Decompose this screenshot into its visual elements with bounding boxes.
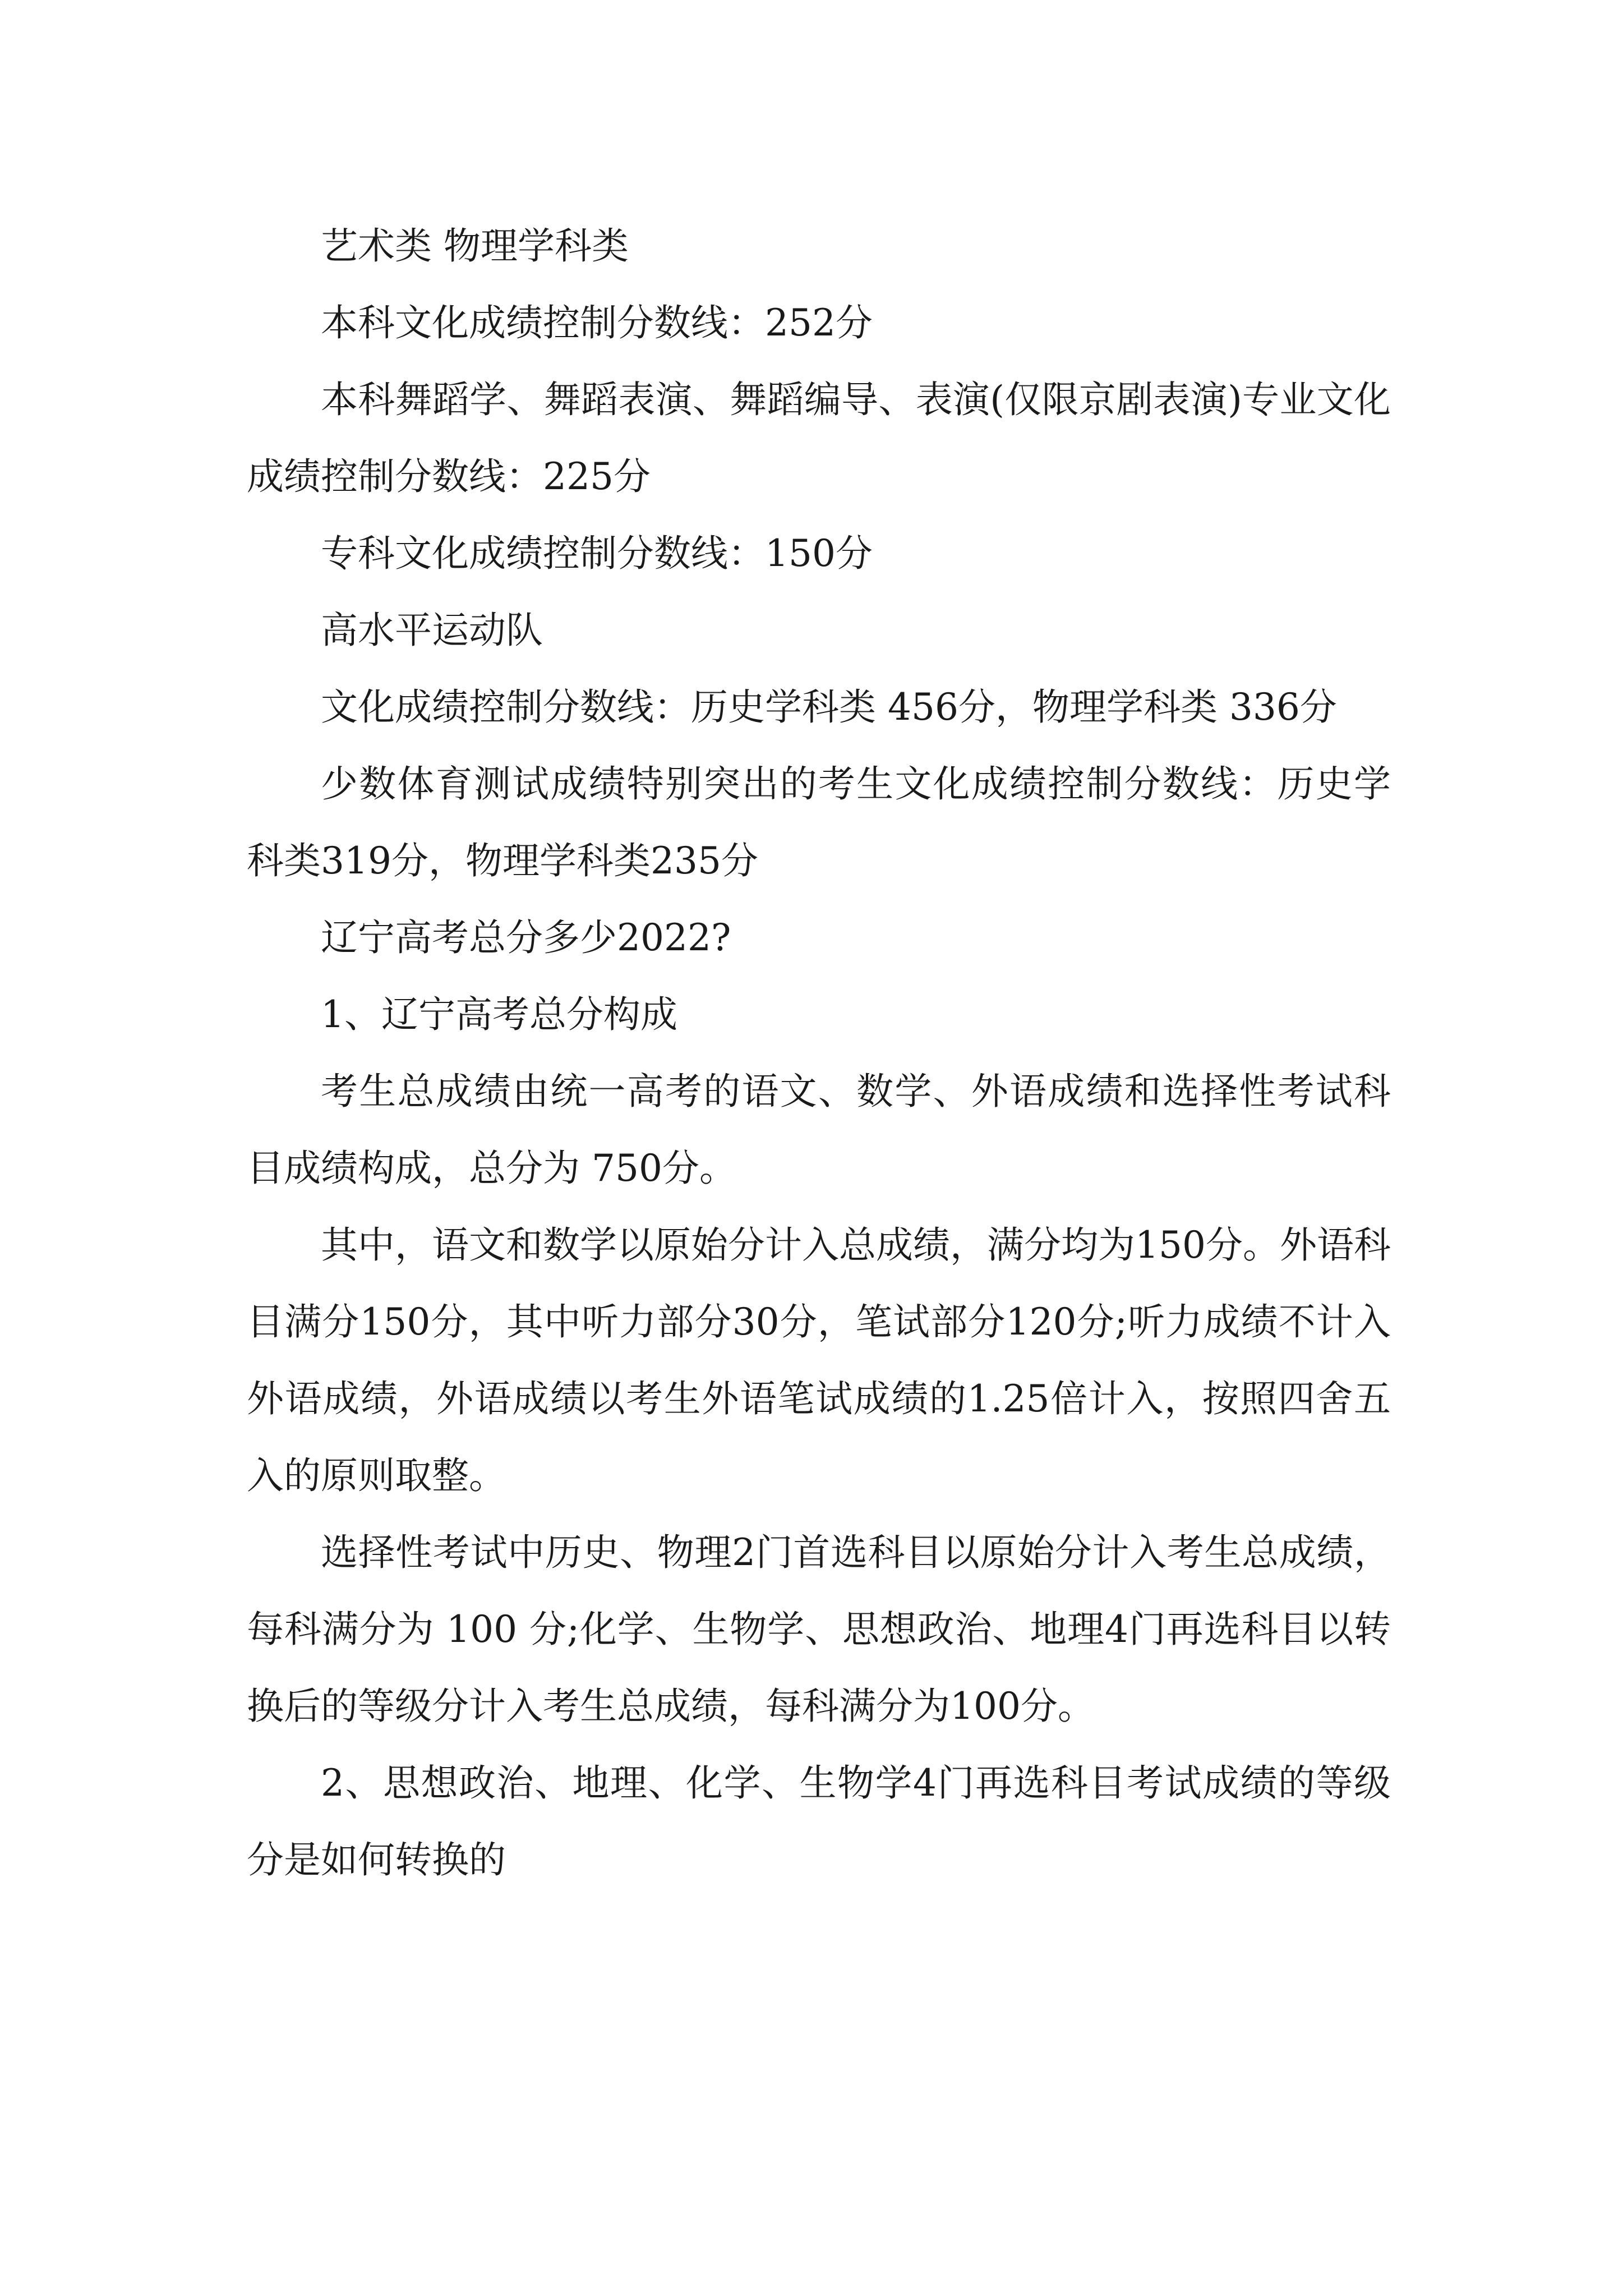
paragraph-section-1-heading: 1、辽宁高考总分构成 [321, 993, 677, 1036]
paragraph-chinese-math-foreign: 其中，语文和数学以原始分计入总成绩，满分均为150分。外语科目满分150分，其中听力部分30分，笔试部分120分;听力成绩不计入外语成绩，外语成绩以考生外语笔试成绩的1.25倍计入，按照四舍五入的原则取整。 [247, 1223, 1391, 1497]
paragraph-total-score-question: 辽宁高考总分多少2022? [321, 916, 731, 959]
document-body [247, 208, 1391, 1898]
paragraph-outstanding-athletes-cutoff: 少数体育测试成绩特别突出的考生文化成绩控制分数线：历史学科类319分，物理学科类235分 [247, 762, 1391, 882]
paragraph-sports-cutoff: 文化成绩控制分数线：历史学科类 456分，物理学科类 336分 [321, 685, 1337, 729]
paragraph-section-2-heading: 2、思想政治、地理、化学、生物学4门再选科目考试成绩的等级分是如何转换的 [247, 1761, 1391, 1881]
paragraph-sports-team-heading: 高水平运动队 [321, 609, 543, 652]
paragraph-elective-subjects: 选择性考试中历史、物理2门首选科目以原始分计入考生总成绩，每科满分为 100 分;化学、生物学、思想政治、地理4门再选科目以转换后的等级分计入考生总成绩，每科满分为100分。 [247, 1531, 1391, 1728]
paragraph-vocational-cutoff: 专科文化成绩控制分数线：150分 [321, 532, 873, 575]
paragraph-total-score-composition: 考生总成绩由统一高考的语文、数学、外语成绩和选择性考试科目成绩构成，总分为 750分。 [247, 1070, 1391, 1190]
paragraph-art-physics-heading: 艺术类 物理学科类 [321, 224, 629, 268]
paragraph-dance-cutoff: 本科舞蹈学、舞蹈表演、舞蹈编导、表演(仅限京剧表演)专业文化成绩控制分数线：225分 [247, 378, 1391, 498]
paragraph-undergrad-cutoff: 本科文化成绩控制分数线：252分 [321, 301, 873, 344]
